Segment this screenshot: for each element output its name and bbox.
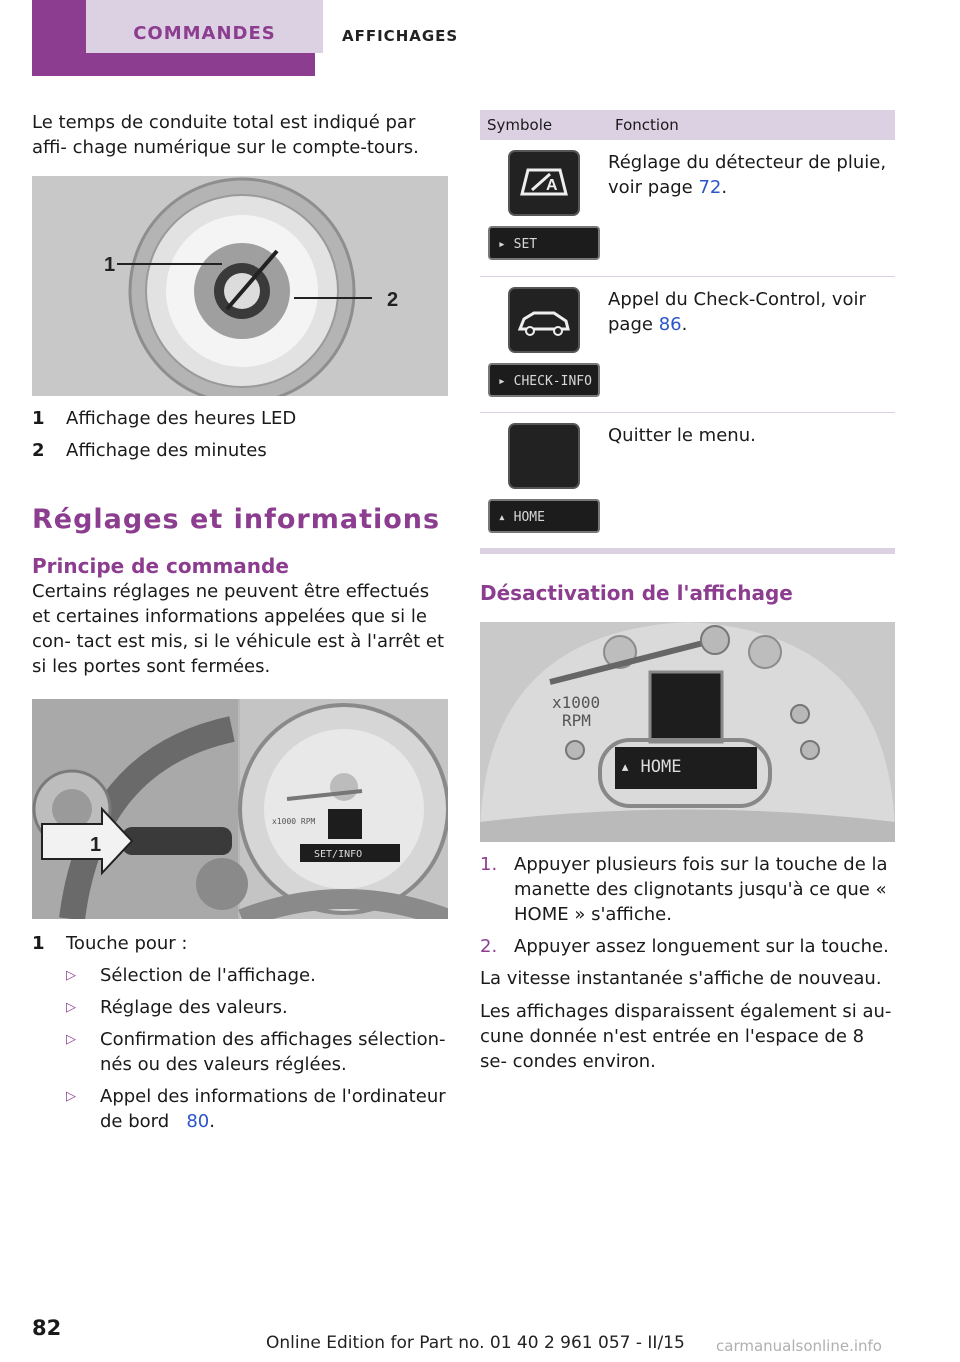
callout-1: 1 [104, 254, 116, 276]
intro-paragraph: Le temps de conduite total est indiqué par affi- chage numérique sur le compte-tours. [32, 112, 419, 158]
function-text: Réglage du détecteur de pluie, voir page [608, 152, 887, 198]
table-row [480, 412, 895, 548]
page-link-80[interactable]: 80 [186, 1111, 210, 1132]
steering-illustration [32, 699, 448, 919]
list-item-text: Confirmation des affichages sélection- nés ou des valeurs réglées. [100, 1029, 446, 1075]
after-paragraph-2: Les affichages disparaissent également si au- cune donnée n'est entrée en l'espace de 8 se- condes environ. [480, 1000, 892, 1072]
display-home: ▴ HOME [620, 756, 682, 777]
table-bottom-rule [480, 549, 895, 554]
tachometer-figure [32, 176, 448, 396]
function-cell [608, 140, 895, 276]
callout-2: 2 [387, 289, 399, 311]
table-header-symbole: Symbole [480, 110, 608, 140]
gauge-rpm-label: x1000 RPM [272, 817, 316, 826]
display-bar-set: ▸ SET [488, 226, 600, 260]
step-number: 2. [480, 935, 498, 957]
table-row [480, 276, 895, 412]
triangle-bullet-icon: ▷ [66, 1089, 76, 1104]
symbol-cell [480, 276, 608, 412]
legend-item-touche [32, 931, 448, 956]
subsection-title: Principe de commande [32, 554, 289, 578]
display-bar-text: HOME [513, 509, 545, 525]
legend-text: Affichage des minutes [66, 440, 267, 461]
page-link-86[interactable]: 86 [658, 313, 682, 335]
legend-item-1 [32, 406, 448, 431]
section-title: Réglages et informations [32, 504, 441, 535]
function-text: Appel du Check-Control, voir page [608, 288, 866, 335]
home-display-figure [480, 622, 895, 842]
list-item [66, 1084, 448, 1134]
legend-number: 1 [32, 933, 45, 954]
tachometer-illustration [32, 176, 448, 396]
legend-item-2 [32, 438, 448, 463]
list-item [480, 934, 895, 959]
rain-sensor-icon [508, 150, 580, 216]
triangle-bullet-icon: ▷ [66, 1032, 76, 1047]
legend-text: Touche pour : [66, 933, 188, 954]
list-item-text-main: Appel des informations de l'ordinateur de bord [100, 1086, 446, 1132]
check-control-car-icon [508, 287, 580, 353]
table-row [480, 140, 895, 276]
legend-number: 1 [32, 408, 45, 429]
display-bar-home: ▴ HOME [488, 499, 600, 533]
function-cell [608, 276, 895, 412]
list-item [66, 995, 448, 1020]
step-number: 1. [480, 853, 498, 875]
display-bar-check-info: ▸ CHECK-INFO [488, 363, 600, 397]
function-text-end: . [681, 313, 688, 335]
tab-commandes[interactable] [32, 0, 315, 76]
function-cell [608, 412, 895, 548]
tab-commandes-label: COMMANDES [86, 0, 323, 53]
principle-paragraph: Certains réglages ne peuvent être effectués et certaines informations appelées que si le con- tact est mis, si le véhicule est à l'arrêt et si les portes sont fermées. [32, 581, 445, 677]
page-link-72[interactable]: 72 [698, 177, 722, 198]
home-display-illustration [480, 622, 895, 842]
steering-figure [32, 699, 448, 919]
gauge-x1000-label: x1000 [552, 692, 601, 712]
list-item [480, 852, 895, 927]
step-text: Appuyer assez longuement sur la touche. [514, 935, 889, 957]
list-item-text: Réglage des valeurs. [100, 997, 288, 1018]
watermark: carmanualsonline.info [716, 1337, 882, 1355]
after-paragraph-1: La vitesse instantanée s'affiche de nouveau. [480, 967, 882, 989]
page-number: 82 [32, 1316, 62, 1340]
svg-text:A: A [546, 177, 558, 194]
symbol-cell [480, 412, 608, 548]
symbol-cell [480, 140, 608, 276]
gauge-rpm-label: RPM [562, 710, 591, 730]
footer-edition: Online Edition for Part no. 01 40 2 961 057 - II/15 [266, 1333, 685, 1353]
step-text: Appuyer plusieurs fois sur la touche de la manette des clignotants jusqu'à ce que « HOME » s'affiche. [514, 853, 888, 925]
list-item-text-end: . [209, 1111, 215, 1132]
function-text-end: . [721, 177, 728, 198]
subsection-title-deactivation: Désactivation de l'affichage [480, 580, 793, 605]
blank-display-icon [508, 423, 580, 489]
table-header-fonction: Fonction [608, 110, 895, 140]
callout-1: 1 [90, 834, 102, 856]
display-bar-text: SET [513, 237, 538, 252]
list-item [66, 963, 448, 988]
legend-number: 2 [32, 440, 45, 461]
function-list [66, 963, 448, 1134]
display-setinfo: SET/INFO [314, 849, 363, 860]
symbol-table [480, 110, 895, 549]
legend-text: Affichage des heures LED [66, 408, 297, 429]
tab-affichages[interactable]: AFFICHAGES [342, 27, 459, 45]
list-item [66, 1027, 448, 1077]
triangle-bullet-icon: ▷ [66, 968, 76, 983]
list-item-text [100, 1084, 448, 1134]
steps-list [480, 852, 895, 959]
function-text: Quitter le menu. [608, 424, 756, 446]
display-bar-text: CHECK-INFO [513, 373, 592, 389]
triangle-bullet-icon: ▷ [66, 1000, 76, 1015]
left-column [32, 110, 448, 1134]
right-column [480, 110, 895, 1082]
list-item-text: Sélection de l'affichage. [100, 965, 316, 986]
